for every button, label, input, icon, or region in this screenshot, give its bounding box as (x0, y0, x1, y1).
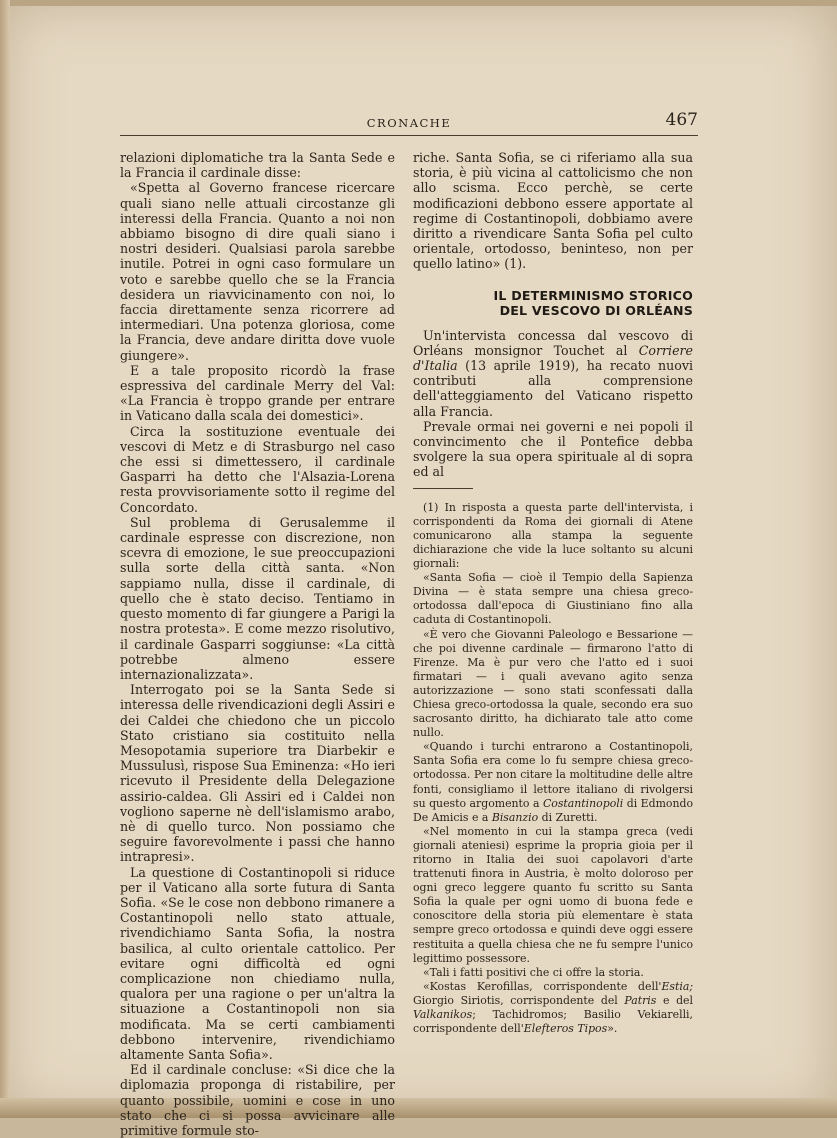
header-rule (120, 135, 698, 136)
paragraph: relazioni diplomatiche tra la Santa Sede e la Francia il cardinale disse: (120, 150, 395, 181)
book-title: Bisanzio (491, 810, 539, 824)
book-title: Costantinopoli (542, 796, 624, 810)
section-heading-line: IL DETERMINISMO STORICO (493, 287, 693, 303)
paragraph: Circa la sostituzione eventuale dei vescovi di Metz e di Strasburgo nel caso che essi si dimettessero, il cardinale Gasparri ha detto che l'Alsazia-Lorena resta provvisoriamente sotto il regime del Concordato. (120, 423, 395, 515)
paragraph: E a tale proposito ricordò la frase espressiva del cardinale Merry del Val: «La Francia è troppo grande per entrare in Vaticano dalla scala dei domestici». (120, 362, 395, 424)
footnote-paragraph: «Quando i turchi entrarono a Costantinopoli, Santa Sofia era come lo fu sempre chiesa greco-ortodossa. Per non citare la moltitudine delle altre fonti, consigliamo il lettore italiano di rivolgersi su questo argomento a Costantinopoli di Edmondo De Amicis e a Bisanzio di Zuretti. (413, 740, 694, 824)
footnote-rule (413, 488, 473, 489)
footnote-paragraph: «Kostas Kerofillas, corrispondente dell'Estia; Giorgio Siriotis, corrispondente del Patris e del Valkanikos; Tachidromos; Basilio Vekiarelli, corrispondente dell'Elefteros Tipos». (413, 979, 693, 1036)
paragraph: Sul problema di Gerusalemme il cardinale espresse con discrezione, non scevra di emozione, le sue preoccupazioni sulla sorte della città santa. «Non sappiamo nulla, disse il cardinale, di quello che è stato deciso. Tentiamo in questo momento di far giungere a Parigi la nostra protesta». E come mezzo risolutivo, il cardinale Gasparri soggiunse: «La città potrebbe almeno essere internazionalizzata». (120, 514, 395, 682)
right-column (413, 150, 693, 1036)
paragraph: La questione di Costantinopoli si riduce per il Vaticano alla sorte futura di Santa Sofia. «Se le cose non debbono rimanere a Costantinopoli nello stato attuale, rivendichiamo Santa Sofia, la nostra basilica, al culto orientale cattolico. Per evitare ogni difficoltà ed ogni complicazione non chiediamo nulla, qualora per una ragione o per un'altra la situazione a Costantinopoli non sia modificata. Ma se certi cambiamenti debbono intervenire, rivendichiamo altamente Santa Sofia». (120, 864, 395, 1062)
paragraph: Ed il cardinale concluse: «Si dice che la diplomazia proponga di ristabilire, per quanto possibile, uomini e cose in uno stato che ci si possa avvicinare alle primitive formule sto- (120, 1062, 395, 1138)
paragraph: Interrogato poi se la Santa Sede si interessa delle rivendicazioni degli Assiri e dei Caldei che chiedono che un piccolo Stato cristiano sia costituito nella Mesopotamia superiore tra Diarbekir e Mussulusì, rispose Sua Eminenza: «Ho ieri ricevuto il Presidente della Delegazione assirio-caldea. Gli Assiri ed i Caldei non vogliono saperne nè dell'islamismo arabo, nè di quello turco. Non possiamo che seguire favorevolmente i passi che hanno intrapresi». (120, 682, 395, 865)
footnote-paragraph: «Tali i fatti positivi che ci offre la storia. (423, 965, 644, 979)
newspaper-title: Estia; (661, 979, 693, 993)
running-head (120, 110, 698, 136)
article-paragraph: Un'intervista concessa dal vescovo di Orléans monsignor Touchet al Corriere d'Italia (13 aprile 1919), ha recato nuovi contributi alla comprensione dell'atteggiamento del Vaticano rispetto alla Francia. (413, 327, 693, 419)
footnotes (413, 501, 693, 1037)
left-column (120, 150, 395, 1138)
paragraph-continuation: riche. Santa Sofia, se ci riferiamo alla sua storia, è più vicina al cattolicismo che non allo scisma. Ecco perchè, se certe modificazioni debbono essere apportate al regime di Costantinopoli, dobbiamo avere diritto a rivendicare Santa Sofia pel culto orientale, ortodosso, beninteso, non per quello latino» (1). (413, 150, 693, 272)
footnote-paragraph: «Santa Sofia — cioè il Tempio della Sapienza Divina — è stata sempre una chiesa greco-ortodossa dall'epoca di Giustiniano fino alla caduta di Costantinopoli. (413, 571, 693, 627)
footnote-paragraph: (1) In risposta a questa parte dell'intervista, i corrispondenti da Roma dei giornali di Atene comunicarono alla stampa la seguente dichiarazione che vide la luce soltanto su alcuni giornali: (413, 500, 693, 571)
newspaper-title: Elefteros Tipos (523, 1022, 608, 1036)
newspaper-title: Patris (624, 993, 657, 1007)
newspaper-title: Corriere d'Italia (413, 342, 693, 374)
running-title: CRONACHE (366, 116, 452, 130)
footnote-paragraph: «Nel momento in cui la stampa greca (vedi giornali ateniesi) esprime la propria gioia per il ritorno in Italia dei suoi capolavori d'arte trattenuti finora in Austria, è molto doloroso per ogni greco leggere quanto fu scritto su Santa Sofia la quale per ogni uomo di buona fede e conoscitore della storia più elementare è stata sempre greco ortodossa e quindi deve oggi essere restituita a quella chiesa che ne fu sempre l'unico legittimo possessore. (413, 824, 693, 965)
page-binding-edge (0, 0, 10, 1118)
section-heading-line: DEL VESCOVO DI ORLÉANS (499, 302, 693, 318)
page-top-edge (0, 0, 837, 6)
page-number: 467 (665, 110, 698, 130)
newspaper-title: Valkanikos (413, 1008, 473, 1022)
article-paragraph: Prevale ormai nei governi e nei popoli il convincimento che il Pontefice debba svolgere la sua opera spirituale al di sopra ed al (413, 418, 693, 480)
footnote-paragraph: «È vero che Giovanni Paleologo e Bessarione — che poi divenne cardinale — firmarono l'atto di Firenze. Ma è pur vero che l'atto ed i suoi firmatari — i quali avevano agito senza autorizzazione — sono stati sconfessati dalla Chiesa greco-ortodossa la quale, secondo era suo sacrosanto diritto, ha dichiarato tale atto come nullo. (413, 627, 693, 740)
paragraph: «Spetta al Governo francese ricercare quali siano nelle attuali circostanze gli interessi della Francia. Quanto a noi non abbiamo bisogno di dire quali siano i nostri desideri. Qualsiasi parola sarebbe inutile. Potrei in ogni caso formulare un voto e sarebbe quello che se la Francia desidera un riavvicinamento con noi, lo faccia direttamente senza ricorrere ad intermediari. Una potenza gloriosa, come la Francia, deve andare diritta dove vuole giungere». (120, 180, 395, 363)
section-heading (413, 288, 693, 318)
